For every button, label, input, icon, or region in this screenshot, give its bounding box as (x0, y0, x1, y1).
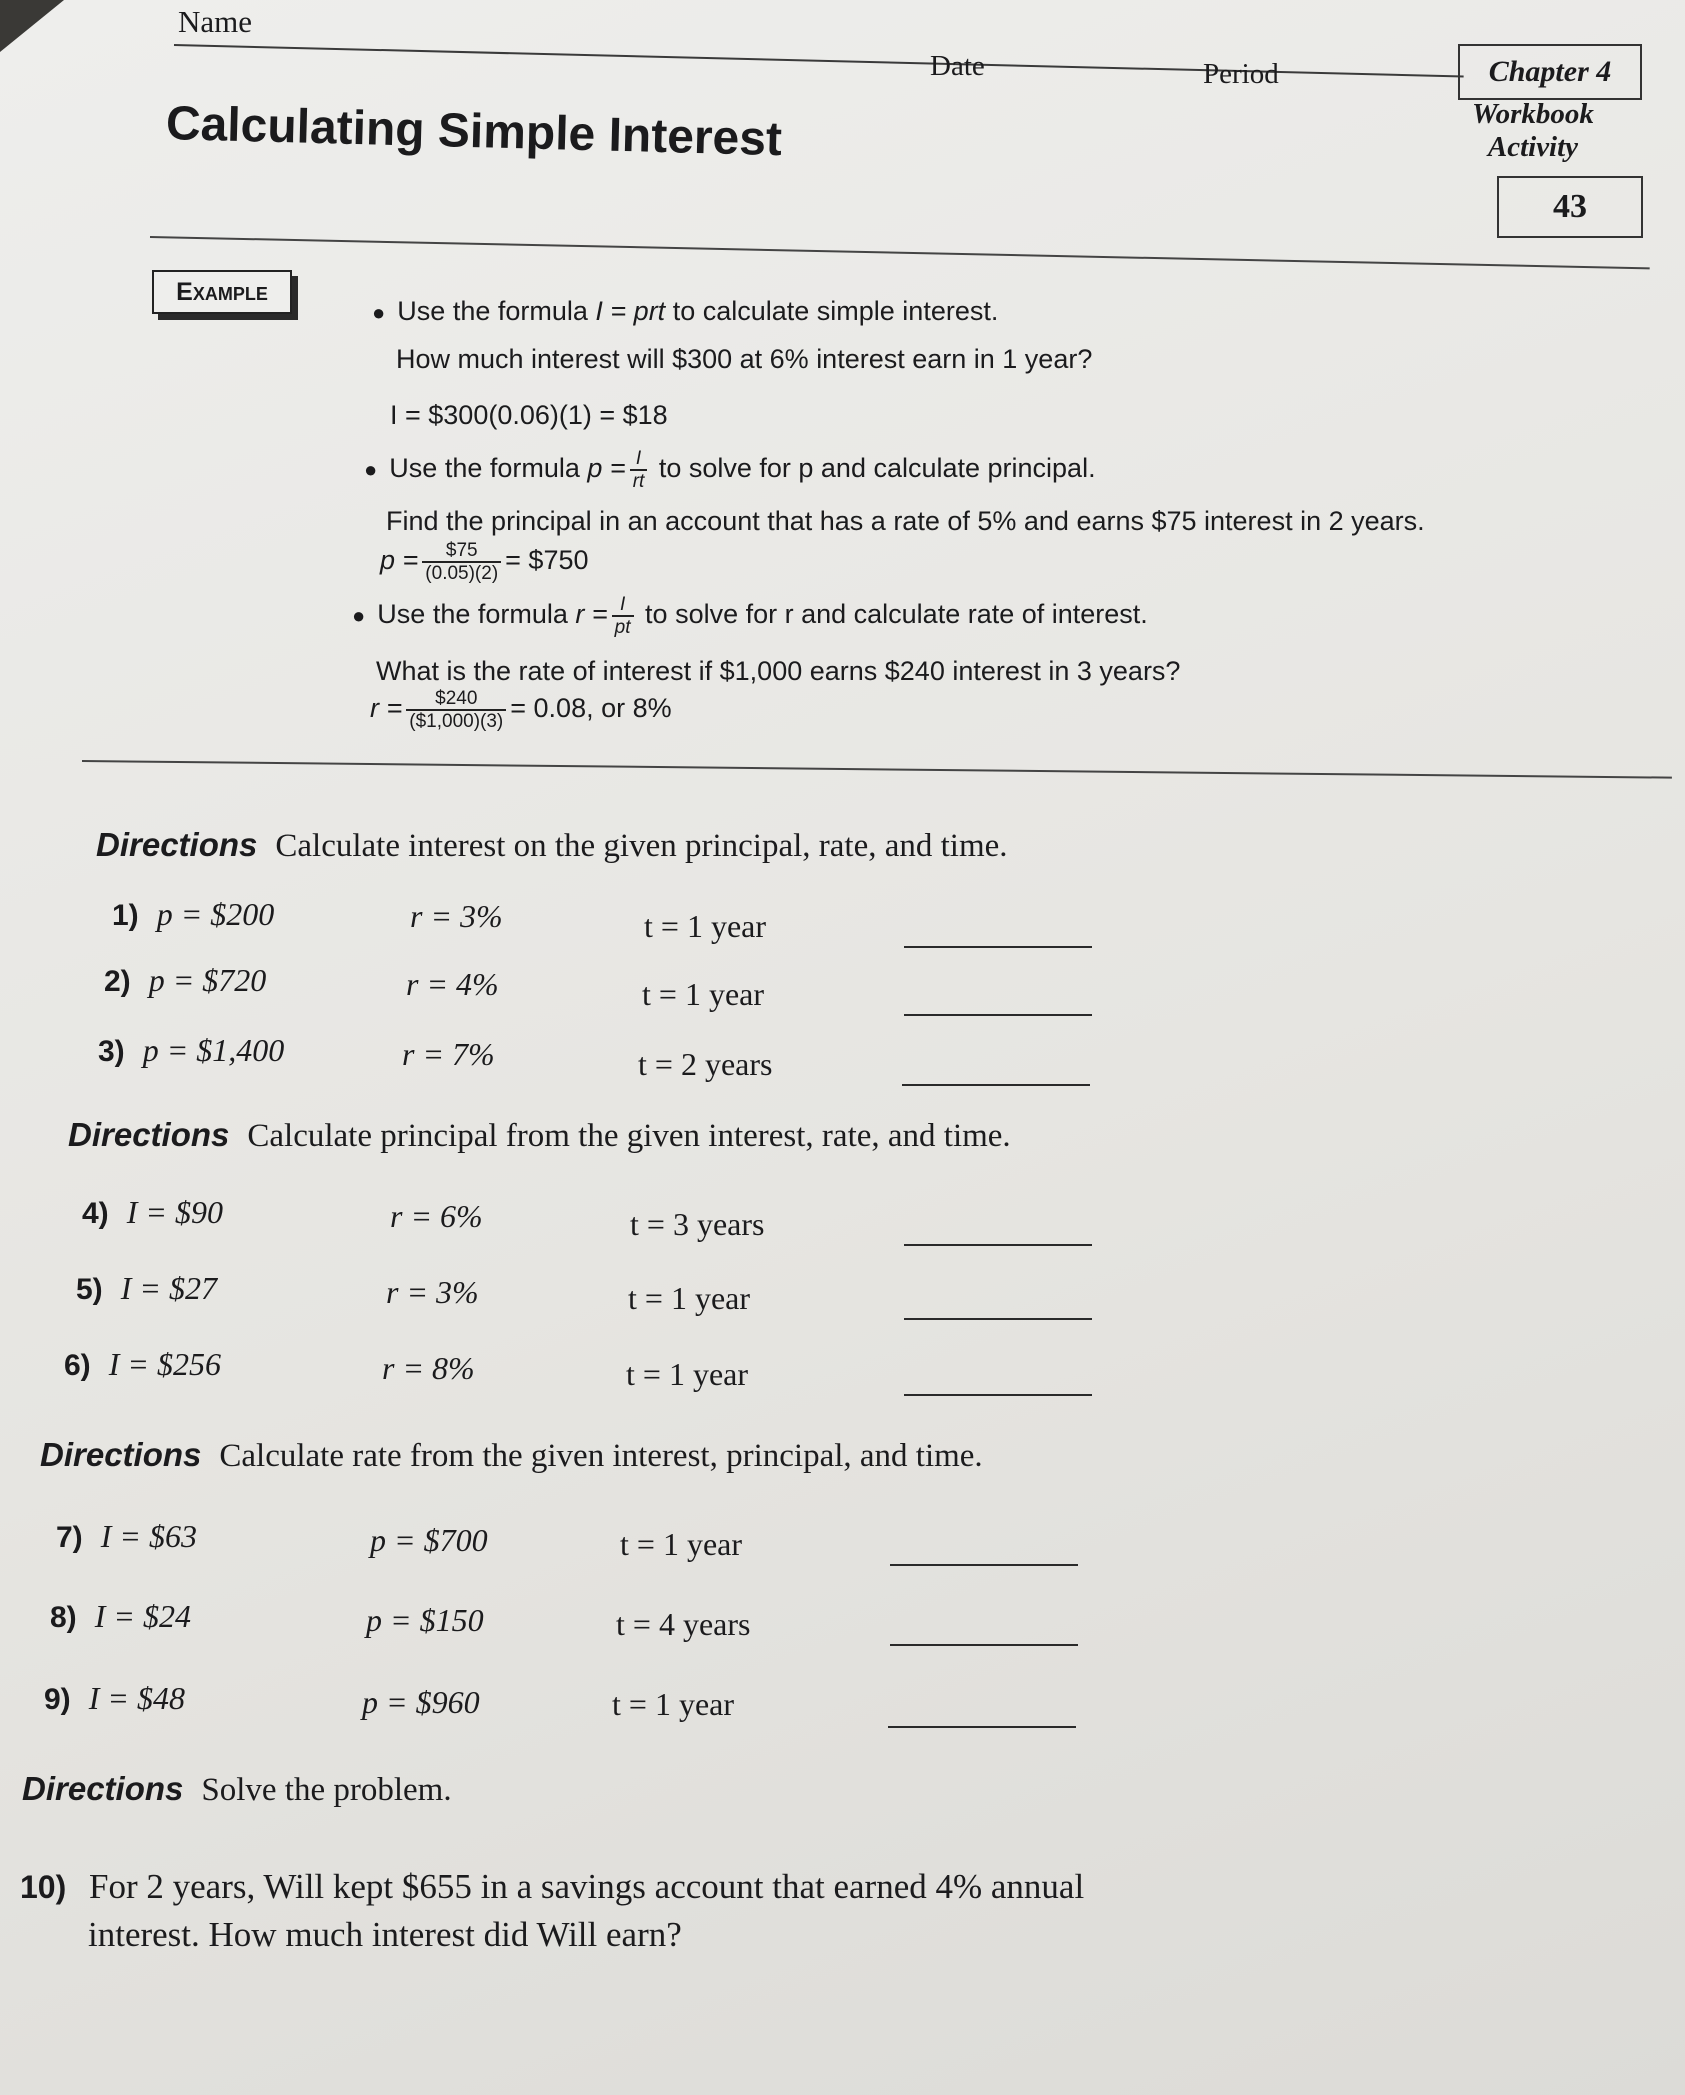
problem-2: 2) p = $720 (104, 962, 267, 998)
example-question-3: What is the rate of interest if $1,000 earns $240 interest in 3 years? (376, 656, 1181, 686)
example-solution-1: I = $300(0.06)(1) = $18 (390, 400, 668, 430)
problem-7-time: t = 1 year (620, 1526, 742, 1562)
page-corner-shadow (0, 0, 64, 52)
directions-solve: Directions Solve the problem. (22, 1770, 452, 1808)
problem-4: 4) I = $90 (82, 1194, 223, 1230)
problem-6-rate: r = 8% (382, 1350, 475, 1386)
period-label: Period (1203, 58, 1279, 90)
example-solution-2: p = $\frac{\$75}{(0.05)(2)}$ = $750 (380, 540, 589, 584)
problem-9: 9) I = $48 (44, 1680, 185, 1716)
answer-blank-4[interactable] (904, 1244, 1092, 1246)
answer-blank-6[interactable] (904, 1394, 1092, 1396)
problem-8-time: t = 4 years (616, 1606, 751, 1642)
problem-7-principal: p = $700 (370, 1522, 488, 1558)
activity-line: Activity (1487, 131, 1579, 163)
problem-5-time: t = 1 year (628, 1280, 750, 1316)
problem-3-rate: r = 7% (402, 1036, 495, 1072)
problem-5: 5) I = $27 (76, 1270, 217, 1306)
date-label: Date (930, 50, 985, 82)
fraction: $\frac{\$240}{(\$1,000)(3)}$ (406, 688, 506, 732)
example-label: Example (152, 270, 292, 314)
problem-6: 6) I = $256 (64, 1346, 221, 1382)
problem-6-time: t = 1 year (626, 1356, 748, 1392)
problem-9-time: t = 1 year (612, 1686, 734, 1722)
problem-4-time: t = 3 years (630, 1206, 765, 1242)
fraction: $\frac{\$75}{(0.05)(2)}$ (422, 540, 501, 584)
word-problem-10: 10) For 2 years, Will kept $655 in a savings account that earned 4% annual (20, 1867, 1085, 1906)
answer-blank-3[interactable] (902, 1084, 1090, 1086)
example-bullet-1: ● Use the formula I = prt to calculate simple interest. (372, 296, 999, 326)
problem-8: 8) I = $24 (50, 1598, 191, 1634)
bullet-icon: ● (372, 300, 386, 325)
directions-rate: Directions Calculate rate from the given interest, principal, and time. (40, 1436, 983, 1474)
problem-1-time: t = 1 year (644, 908, 766, 944)
example-bullet-2: ● Use the formula p = $\frac{I}{rt}$ to solve for p and calculate principal. (364, 448, 1096, 492)
problem-2-rate: r = 4% (406, 966, 499, 1002)
directions-principal: Directions Calculate principal from the given interest, rate, and time. (68, 1116, 1011, 1154)
problem-1-rate: r = 3% (410, 898, 503, 934)
bullet-icon: ● (364, 457, 378, 483)
bullet-icon: ● (352, 603, 366, 629)
workbook-activity-label (1472, 98, 1594, 164)
word-problem-10-line2: interest. How much interest did Will earn? (88, 1915, 682, 1954)
directions-interest: Directions Calculate interest on the given principal, rate, and time. (96, 826, 1008, 864)
example-bullet-3: ● Use the formula r = $\frac{I}{pt}$ to solve for r and calculate rate of interest. (352, 594, 1148, 638)
problem-8-principal: p = $150 (366, 1602, 484, 1638)
page-title: Calculating Simple Interest (165, 97, 783, 167)
problem-5-rate: r = 3% (386, 1274, 479, 1310)
title-rule (150, 236, 1650, 269)
problem-9-principal: p = $960 (362, 1684, 480, 1720)
problem-1: 1) p = $200 (112, 896, 275, 932)
problem-2-time: t = 1 year (642, 976, 764, 1012)
fraction: $\frac{I}{rt}$ (630, 448, 648, 492)
answer-blank-9[interactable] (888, 1726, 1076, 1728)
problem-7: 7) I = $63 (56, 1518, 197, 1554)
problem-3: 3) p = $1,400 (98, 1032, 285, 1068)
example-rule (82, 760, 1672, 779)
activity-number: 43 (1497, 176, 1643, 238)
chapter-box: Chapter 4 (1458, 44, 1642, 100)
problem-4-rate: r = 6% (390, 1198, 483, 1234)
example-question-1: How much interest will $300 at 6% interest earn in 1 year? (396, 344, 1093, 374)
problem-3-time: t = 2 years (638, 1046, 773, 1082)
example-solution-3: r = $\frac{\$240}{(\$1,000)(3)}$ = 0.08, or 8% (370, 688, 672, 732)
answer-blank-2[interactable] (904, 1014, 1092, 1016)
formula: I = prt (595, 296, 666, 326)
example-question-2: Find the principal in an account that has a rate of 5% and earns $75 interest in 2 years. (386, 506, 1425, 536)
answer-blank-7[interactable] (890, 1564, 1078, 1566)
answer-blank-5[interactable] (904, 1318, 1092, 1320)
name-label: Name (178, 4, 253, 39)
answer-blank-8[interactable] (890, 1644, 1078, 1646)
fraction: $\frac{I}{pt}$ (612, 594, 634, 638)
workbook-line: Workbook (1472, 98, 1594, 130)
answer-blank-1[interactable] (904, 946, 1092, 948)
